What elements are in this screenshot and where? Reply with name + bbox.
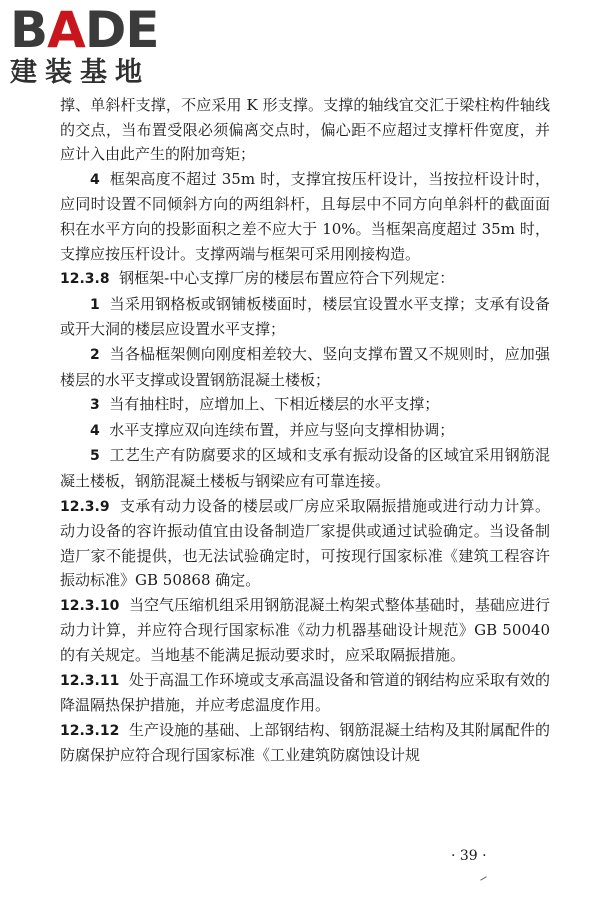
paragraph (60, 167, 550, 266)
logo-wordmark-text: BADE (10, 1, 159, 59)
brand-logo (10, 1, 175, 88)
section-paragraph (60, 593, 550, 668)
section-paragraph (60, 266, 550, 292)
paragraph-text: 工艺生产有防腐要求的区域和支承有振动设备的区域宜采用钢筋混凝土楼板，钢筋混凝土楼板与钢梁应有可靠连接。 (60, 446, 550, 490)
paragraph-text: 支承有动力设备的楼层或厂房应采取隔振措施或进行动力计算。动力设备的容许振动值宜由设备制造厂家提供或通过试验确定。当设备制造厂家不能提供，也无法试验确定时，可按现行国家标准《建筑工程容许振动标准》GB 50868 确定。 (60, 496, 550, 590)
clause-number: 4 (90, 422, 100, 439)
paragraph-text: 当采用钢格板或钢铺板楼面时，楼层宜设置水平支撑；支承有设备或开大洞的楼层应设置水平支撑； (60, 294, 550, 339)
document-body (60, 93, 550, 768)
paragraph-text: 钢框架-中心支撑厂房的楼层布置应符合下列规定： (119, 269, 455, 288)
clause-number: 4 (90, 171, 100, 188)
section-paragraph (60, 494, 550, 593)
section-paragraph (60, 668, 550, 718)
paragraph-text: 当各榀框架侧向刚度相差较大、竖向支撑布置又不规则时，应加强楼层的水平支撑或设置钢筋混凝土楼板； (60, 344, 550, 389)
paragraph-text: 当空气压缩机组采用钢筋混凝土构架式整体基础时，基础应进行动力计算，并应符合现行国家标准《动力机器基础设计规范》GB 50040 的有关规定。当地基不能满足振动要求时，应采取隔振措施。 (60, 595, 550, 665)
section-number: 12.3.10 (60, 597, 120, 614)
paragraph-text: 当有抽柱时，应增加上、下相近楼层的水平支撑； (109, 395, 440, 414)
paragraph (60, 443, 550, 493)
logo-subtitle: 建装基地 (10, 57, 150, 88)
paragraph-text: 框架高度不超过 35m 时，支撑宜按压杆设计，当按拉杆设计时，应同时设置不同倾斜方向的两组斜杆，且每层中不同方向单斜杆的截面面积在水平方向的投影面积之差不应大于 10%。当框架高度超过 35m 时，支撑应按压杆设计。支撑两端与框架可采用刚接构造。 (60, 169, 550, 263)
paragraph-text: 水平支撑应双向连续布置，并应与竖向支撑相协调； (109, 420, 455, 439)
paragraph (60, 418, 550, 444)
section-paragraph (60, 718, 550, 768)
section-number: 12.3.9 (60, 498, 110, 515)
section-number: 12.3.8 (60, 271, 110, 288)
logo-wordmark (10, 1, 175, 59)
paragraph-text: 处于高温工作环境或支承高温设备和管道的钢结构应采取有效的降温隔热保护措施，并应考虑温度作用。 (60, 670, 550, 715)
paragraph (60, 392, 550, 418)
clause-number: 5 (90, 448, 100, 465)
paragraph-text: 生产设施的基础、上部钢结构、钢筋混凝土结构及其附属配件的防腐保护应符合现行国家标准《工业建筑防腐蚀设计规 (60, 720, 550, 765)
paragraph (60, 292, 550, 342)
section-number: 12.3.11 (60, 672, 120, 689)
paragraph (60, 342, 550, 392)
scan-mark (480, 876, 487, 880)
clause-number: 3 (90, 397, 100, 414)
page-number: · 39 · (451, 848, 487, 864)
paragraph-text: 撑、单斜杆支撑，不应采用 K 形支撑。支撑的轴线宜交汇于梁柱构件轴线的交点，当布置受限必须偏离交点时，偏心距不应超过支撑杆件宽度，并应计入由此产生的附加弯矩； (60, 96, 550, 164)
section-number: 12.3.12 (60, 722, 120, 739)
clause-number: 2 (90, 346, 100, 363)
clause-number: 1 (90, 296, 100, 313)
paragraph (60, 93, 550, 167)
